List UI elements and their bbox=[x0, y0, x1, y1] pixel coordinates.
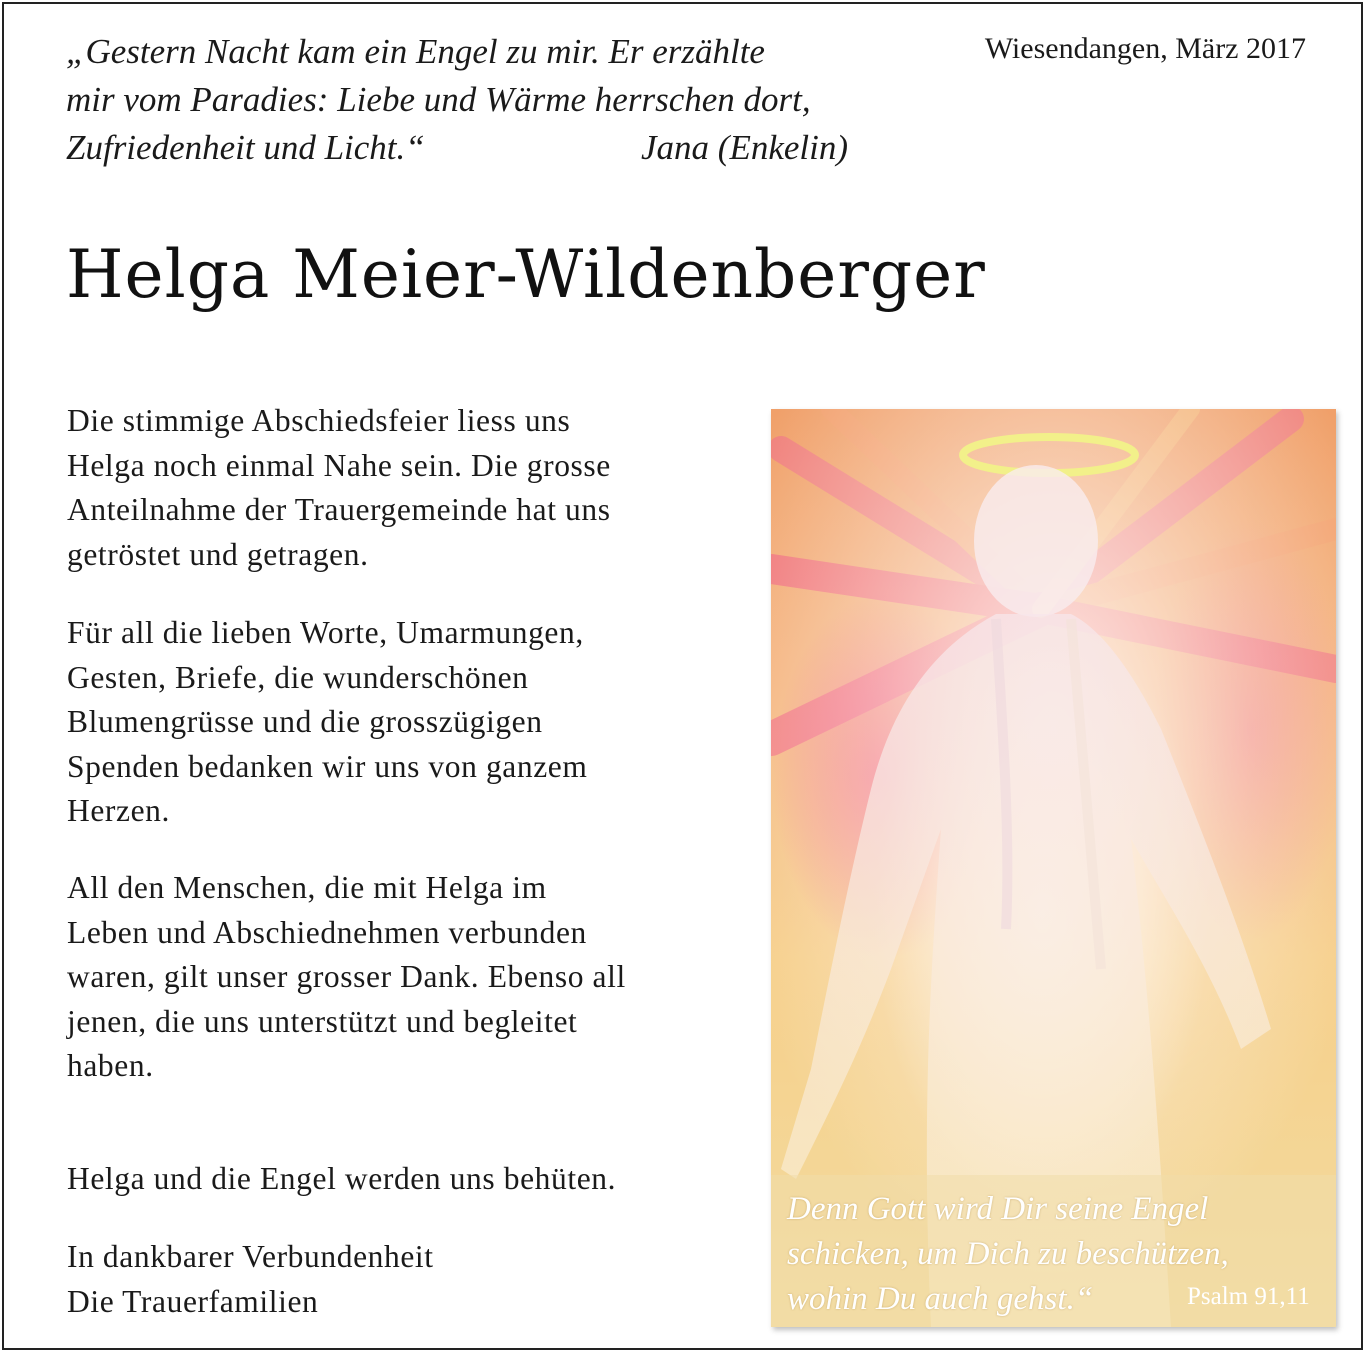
text-line: Die stimmige Abschiedsfeier liess uns bbox=[67, 403, 571, 438]
opening-quote bbox=[66, 28, 896, 172]
text-line: Helga und die Engel werden uns behüten. bbox=[67, 1161, 617, 1196]
deceased-name: Helga Meier-Wildenberger bbox=[66, 236, 986, 313]
signature bbox=[67, 1235, 767, 1324]
psalm-verse bbox=[787, 1187, 1229, 1322]
text-line: Gesten, Briefe, die wunderschönen bbox=[67, 659, 529, 695]
text-line: getröstet und getragen. bbox=[67, 536, 369, 572]
text-line: Für all die lieben Worte, Umarmungen, bbox=[67, 615, 584, 650]
text-line: Spenden bedanken wir uns von ganzem bbox=[67, 748, 588, 784]
text-line: Blumengrüsse und die grosszügigen bbox=[67, 704, 543, 739]
closing-line bbox=[67, 1157, 767, 1202]
text-line: In dankbarer Verbundenheit bbox=[67, 1239, 434, 1274]
text-line: haben. bbox=[67, 1048, 154, 1083]
text-line: Die Trauerfamilien bbox=[67, 1283, 319, 1319]
text-line: jenen, die uns unterstützt und begleitet bbox=[67, 1003, 578, 1039]
place-date: Wiesendangen, März 2017 bbox=[984, 32, 1306, 65]
verse-line: schicken, um Dich zu beschützen, bbox=[787, 1236, 1229, 1272]
text-line: Herzen. bbox=[67, 793, 171, 828]
thanks-paragraph bbox=[67, 399, 767, 577]
text-line: Anteilnahme der Trauergemeinde hat uns bbox=[67, 492, 611, 527]
verse-line: Denn Gott wird Dir seine Engel bbox=[787, 1191, 1209, 1227]
text-line: Helga noch einmal Nahe sein. Die grosse bbox=[67, 447, 611, 483]
quote-line: „Gestern Nacht kam ein Engel zu mir. Er erzählte bbox=[66, 32, 765, 71]
thanks-paragraph bbox=[67, 866, 767, 1089]
quote-author: Jana (Enkelin) bbox=[641, 128, 848, 167]
quote-line: mir vom Paradies: Liebe und Wärme herrschen dort, bbox=[66, 80, 811, 119]
thanks-paragraph bbox=[67, 611, 767, 834]
quote-line: Zufriedenheit und Licht.“ bbox=[66, 128, 425, 167]
psalm-caption bbox=[771, 1175, 1336, 1327]
psalm-reference: Psalm 91,11 bbox=[1187, 1283, 1310, 1310]
text-line: All den Menschen, die mit Helga im bbox=[67, 870, 547, 905]
text-line: waren, gilt unser grosser Dank. Ebenso all bbox=[67, 959, 626, 994]
verse-line: wohin Du auch gehst.“ bbox=[787, 1281, 1094, 1317]
text-line: Leben und Abschiednehmen verbunden bbox=[67, 914, 587, 950]
angel-painting bbox=[771, 409, 1336, 1327]
